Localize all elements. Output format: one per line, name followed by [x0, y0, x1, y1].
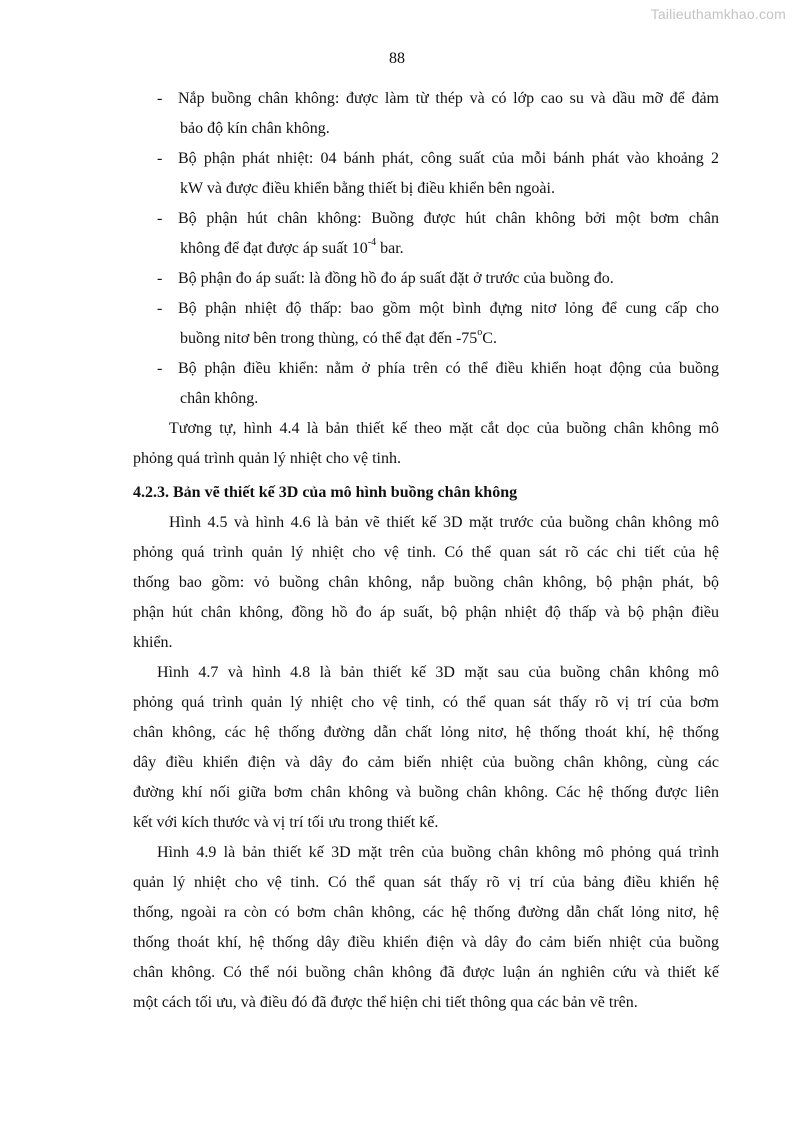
- superscript: -4: [367, 236, 377, 248]
- paragraph-line: phỏng quá trình quản lý nhiệt cho vệ tinh.: [133, 450, 401, 467]
- paragraph-line: thống, ngoài ra còn có bơm chân không, các hệ thống đường dẫn chất lỏng nitơ, hệ: [133, 904, 719, 921]
- paragraph: [133, 658, 719, 838]
- watermark: Tailieuthamkhao.com: [650, 6, 786, 22]
- bullet-item: [133, 354, 719, 414]
- paragraph-line: quản lý nhiệt cho vệ tinh. Có thể quan sát thấy rõ vị trí của bảng điều khiển hệ: [133, 874, 719, 891]
- paragraph-line: chân không, các hệ thống đường dẫn chất lỏng nitơ, hệ thống thoát khí, hệ thống: [133, 724, 719, 741]
- bullet-line: Bộ phận điều khiển: nằm ở phía trên có thể điều khiển hoạt động của buồng: [178, 360, 719, 377]
- bullet-line: Bộ phận đo áp suất: là đồng hồ đo áp suất đặt ở trước của buồng đo.: [178, 270, 614, 287]
- bullet-line: Bộ phận hút chân không: Buồng được hút chân không bởi một bơm chân: [178, 210, 719, 227]
- paragraph-line: phỏng quá trình quản lý nhiệt cho vệ tinh. Có thể quan sát rõ các chi tiết của hệ: [133, 544, 719, 561]
- bullet-line: chân không.: [180, 390, 259, 407]
- bullet-item: [133, 204, 719, 264]
- paragraph-line: thống bao gồm: vỏ buồng chân không, nắp buồng chân không, bộ phận phát, bộ: [133, 574, 719, 591]
- paragraph-line: thống thoát khí, hệ thống dây điều khiển điện và dây đo cảm biến nhiệt của buồng: [133, 934, 719, 951]
- paragraph-line: Hình 4.9 là bản thiết kế 3D mặt trên của buồng chân không mô phỏng quá trình: [157, 844, 719, 861]
- page-body: [133, 84, 719, 1018]
- paragraph-line: một cách tối ưu, và điều đó đã được thể hiện chi tiết thông qua các bản vẽ trên.: [133, 994, 638, 1011]
- paragraph-line: Hình 4.7 và hình 4.8 là bản thiết kế 3D mặt sau của buồng chân không mô: [157, 664, 719, 681]
- paragraph-line: khiển.: [133, 634, 173, 651]
- bullet-line: Bộ phận phát nhiệt: 04 bánh phát, công suất của mỗi bánh phát vào khoảng 2: [178, 150, 719, 167]
- paragraph-line: Hình 4.5 và hình 4.6 là bản vẽ thiết kế 3D mặt trước của buồng chân không mô: [169, 514, 719, 531]
- bullet-item: [133, 144, 719, 204]
- bullet-item: [133, 264, 719, 294]
- bullet-dash: -: [157, 270, 163, 287]
- bullet-line: Bộ phận nhiệt độ thấp: bao gồm một bình đựng nitơ lỏng để cung cấp cho: [178, 300, 719, 317]
- text-fragment: buồng nitơ bên trong thùng, có thể đạt đến -75: [180, 330, 478, 347]
- paragraph-line: dây điều khiển điện và dây đo cảm biến nhiệt của buồng chân không, cùng các: [133, 754, 719, 771]
- bullet-line: kW và được điều khiển bằng thiết bị điều khiển bên ngoài.: [180, 180, 555, 197]
- bullet-item: [133, 84, 719, 144]
- bullet-dash: -: [157, 90, 163, 107]
- bullet-line: Nắp buồng chân không: được làm từ thép và có lớp cao su và dầu mỡ để đảm: [178, 90, 719, 107]
- bullet-line: [133, 324, 719, 354]
- bullet-item: [133, 294, 719, 354]
- bullet-dash: -: [157, 210, 163, 227]
- text-fragment: C.: [482, 330, 497, 347]
- section-heading: 4.2.3. Bản vẽ thiết kế 3D của mô hình buồng chân không: [133, 484, 518, 501]
- text-fragment: không để đạt được áp suất 10: [180, 240, 368, 257]
- superscript: o: [477, 326, 483, 338]
- paragraph-line: kết với kích thước và vị trí tối ưu trong thiết kế.: [133, 814, 439, 831]
- bullet-dash: -: [157, 360, 163, 377]
- paragraph: [133, 838, 719, 1018]
- page-number: 88: [389, 50, 405, 67]
- paragraph-line: chân không. Có thể nói buồng chân không đã được luận án nghiên cứu và thiết kế: [133, 964, 719, 981]
- paragraph: [133, 414, 719, 474]
- bullet-dash: -: [157, 150, 163, 167]
- paragraph-line: phỏng quá trình quản lý nhiệt cho vệ tinh, có thể quan sát thấy rõ vị trí của bơm: [133, 694, 719, 711]
- paragraph-line: phận hút chân không, đồng hồ đo áp suất, bộ phận nhiệt độ thấp và bộ phận điều: [133, 604, 719, 621]
- text-fragment: bar.: [376, 240, 404, 257]
- bullet-line: [133, 234, 719, 264]
- paragraph-line: đường khí nối giữa bơm chân không và buồng chân không. Các hệ thống được liên: [133, 784, 719, 801]
- bullet-dash: -: [157, 300, 163, 317]
- paragraph-line: Tương tự, hình 4.4 là bản thiết kế theo mặt cắt dọc của buồng chân không mô: [169, 420, 719, 437]
- bullet-line: bảo độ kín chân không.: [180, 120, 330, 137]
- paragraph: [133, 508, 719, 658]
